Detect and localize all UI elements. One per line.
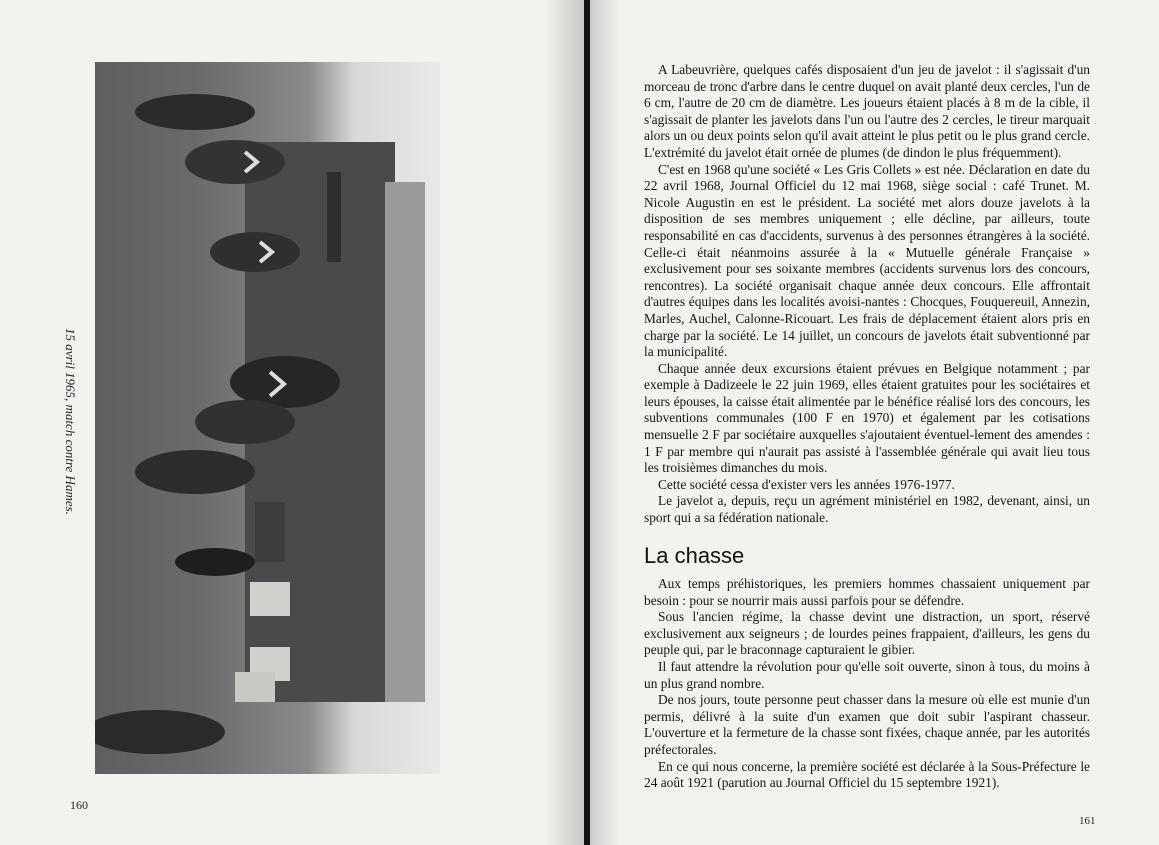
paragraph: C'est en 1968 qu'une société « Les Gris Collets » est née. Déclaration en date du 22 avril 1968, Journal Officiel du 12 mai 1968, siège social : café Trunet. M. Nicole Augustin en est le président. La société met alors douze javelots à la disposition de ses membres uniquement ; elle décline, par ailleurs, toute responsabilité en cas d'accidents, survenus à des personnes étrangères à la société. Celle-ci était néanmoins assurée à la « Mutuelle générale Française » exclusivement pour ses soixante membres (accidents survenus lors des concours, rencontres). La société organisait chaque année deux concours. Elle affrontait d'autres équipes dans les localités avoisi-nantes : Chocques, Fouquereuil, Annezin, Marles, Auchel, Calonne-Ricouart. Les frais de déplacement étaient alors pris en charge par la société. Le 14 juillet, un concours de javelots était subventionné par la municipalité.	[644, 161, 1090, 360]
photograph	[95, 62, 440, 774]
paragraph: Sous l'ancien régime, la chasse devint une distraction, un sport, réservé exclusivement aux seigneurs ; de lourdes peines frappaient, d'ailleurs, les gens du peuple qui, par le braconnage capturaient le gibier.	[644, 609, 1090, 658]
photo-caption: 15 avril 1965, match contre Hames.	[63, 328, 78, 515]
player	[135, 450, 255, 494]
window	[235, 672, 275, 702]
photo-scene	[95, 62, 440, 774]
paragraph: Aux temps préhistoriques, les premiers hommes chassaient uniquement par besoin : pour se nourrir mais aussi parfois pour se défendre.	[644, 576, 1090, 608]
paragraph: Cette société cessa d'exister vers les années 1976-1977.	[658, 476, 955, 492]
gutter-shadow	[544, 0, 584, 845]
paragraph: Il faut attendre la révolution pour qu'elle soit ouverte, sinon à tous, du moins à un plus grand nombre.	[644, 658, 1090, 691]
javelot-text	[644, 62, 1090, 527]
gutter-shadow	[590, 0, 620, 845]
player	[185, 140, 285, 184]
section-heading: La chasse	[644, 543, 745, 568]
player	[135, 94, 255, 130]
window	[250, 582, 290, 616]
right-page	[590, 0, 1159, 845]
paragraph: Le javelot a, depuis, reçu un agrément ministériel en 1982, devenant, ainsi, un sport qui a sa fédération nationale.	[644, 493, 1090, 526]
player	[195, 400, 295, 444]
page-number: 161	[1079, 815, 1096, 827]
paragraph: A Labeuvrière, quelques cafés disposaient d'un jeu de javelot : il s'agissait d'un morceau de tronc d'arbre dans le centre duquel on avait planté deux cercles, l'un de 6 cm, l'autre de 20 cm de diamètre. Les joueurs étaient placés à 8 m de la cible, il s'agissait de planter les javelots dans l'un ou l'autre des 2 cercles, le tireur marquait alors un ou deux points selon qu'il avait atteint le plus petit ou le plus grand cercle. L'extrémité du javelot était ornée de plumes (de dindon le plus fréquemment).	[644, 62, 1090, 160]
chimney	[327, 172, 341, 262]
page-number: 160	[70, 798, 88, 812]
paragraph: De nos jours, toute personne peut chasser dans la mesure où elle est munie d'un permis, délivré à la suite d'un examen que doit subir l'aspirant chasseur. L'ouverture et la fermeture de la chasse sont fixées, chaque année, par les autorités préfectorales.	[644, 692, 1090, 757]
player	[95, 710, 225, 754]
player	[175, 548, 255, 576]
roof	[385, 182, 425, 702]
door	[255, 502, 285, 562]
paragraph: En ce qui nous concerne, la première société est déclarée à la Sous-Préfecture le 24 août 1921 (parution au Journal Officiel du 15 septembre 1921).	[644, 758, 1090, 791]
player	[210, 232, 300, 272]
paragraph: Chaque année deux excursions étaient prévues en Belgique notamment ; par exemple à Dadizeele le 22 juin 1969, elles étaient gratuites pour les sociétaires et leurs épouses, la caisse était alimentée par le bénéfice réalisé lors des concours, les subventions communales (100 F en 1970) et également par les cotisations mensuelle 2 F par sociétaire auxquelles s'ajoutaient éventuel-lement des amendes : 1 F par membre qui n'aurait pas assisté à l'assemblée générale qui avait lieu tous les troisièmes dimanches du mois.	[644, 360, 1090, 476]
chasse-text	[644, 576, 1090, 792]
